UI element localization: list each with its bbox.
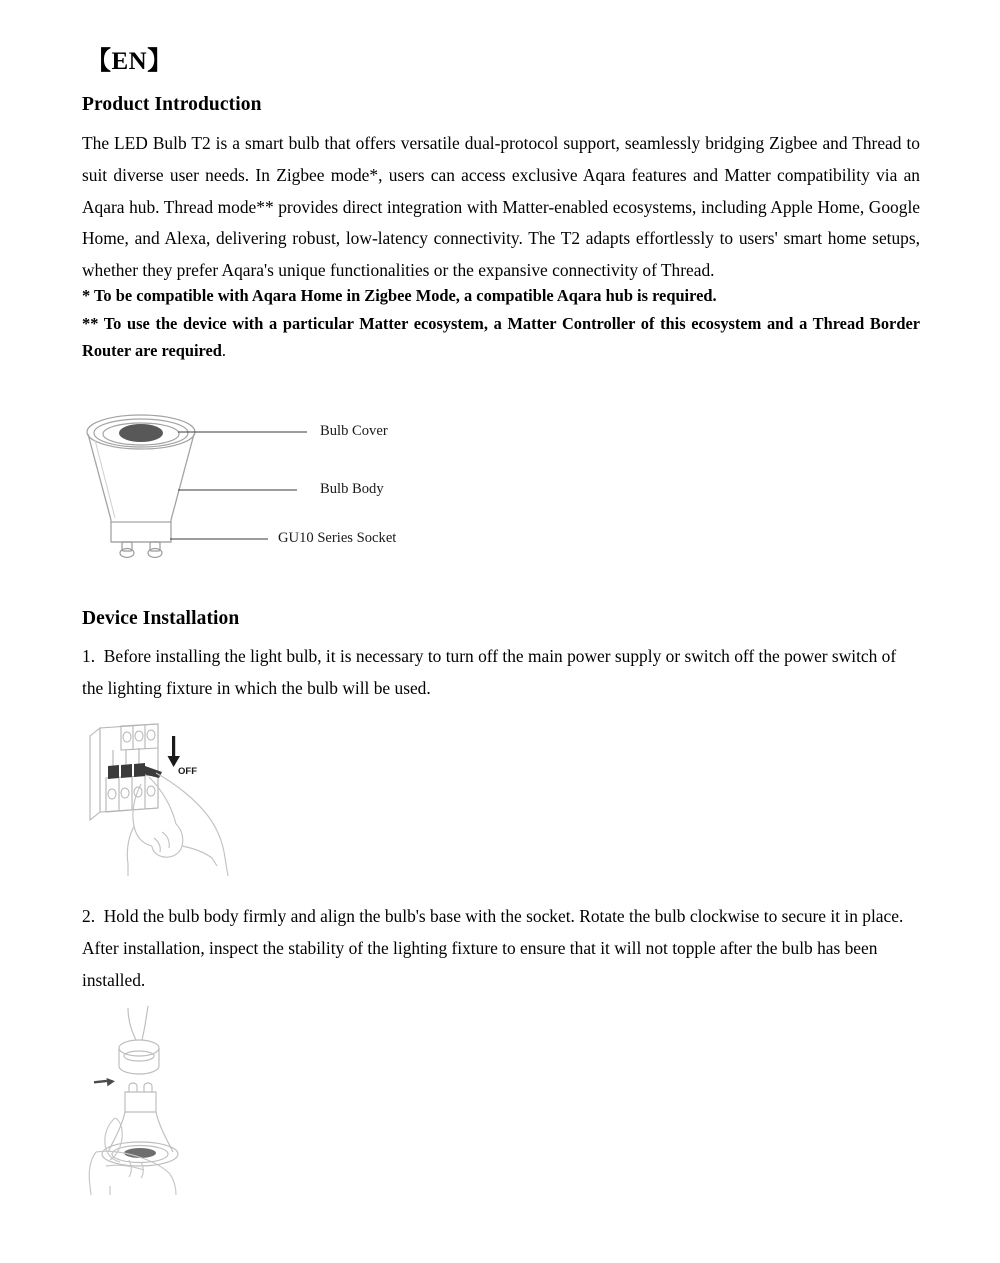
step-2-text: Hold the bulb body firmly and align the bulb's base with the socket. Rotate the bulb clockwise to secure it in place. After installation, inspect the stability of the lighting fixture to ensure that it will not topple after the bulb has been installed. — [82, 906, 904, 990]
install-bulb-base — [125, 1092, 156, 1112]
bulb-installation-figure — [84, 1000, 224, 1195]
index-finger — [156, 773, 225, 858]
step-1-number: 1. — [82, 646, 96, 666]
bulb-cover-center — [119, 424, 163, 442]
step-1-text: Before installing the light bulb, it is necessary to turn off the main power supply or switch off the power switch of the lighting fixture in which the bulb will be used. — [82, 646, 897, 698]
hand-wrist — [225, 858, 228, 876]
language-tag: 【EN】 — [86, 48, 173, 75]
hold-finger-crease-2 — [141, 1162, 143, 1178]
install-pin-right — [144, 1083, 152, 1092]
section-title-product-introduction: Product Introduction — [82, 94, 262, 115]
section-title-device-installation: Device Installation — [82, 608, 240, 629]
socket-wire-right — [142, 1006, 148, 1040]
finger-crease-1 — [162, 832, 169, 848]
install-bulb-cover-center — [124, 1148, 156, 1158]
breaker-side-face — [90, 728, 100, 820]
callout-label-bulb-cover: Bulb Cover — [320, 423, 388, 439]
hand-palm-outline — [127, 826, 134, 876]
hand-illustration — [127, 773, 228, 876]
footnote-double-star-text: ** To use the device with a particular Matter ecosystem, a Matter Controller of this ecosystem and a Thread Border Router are required — [82, 313, 920, 361]
thumb — [133, 784, 152, 846]
callout-label-bulb-body: Bulb Body — [320, 481, 384, 497]
hold-palm-right — [170, 1174, 176, 1195]
callout-label-gu10-socket: GU10 Series Socket — [278, 530, 397, 546]
breaker-terminal-block-top — [121, 724, 158, 750]
footnote-double-star-period: . — [221, 341, 227, 361]
footnote-double-star — [82, 310, 920, 365]
off-label: OFF — [178, 766, 197, 777]
off-direction-arrow — [168, 736, 181, 767]
finger-crease-2 — [154, 838, 160, 852]
bulb-body-outline — [88, 434, 194, 542]
installation-step-2 — [82, 901, 920, 996]
socket-wire-left — [128, 1008, 136, 1040]
step-2-number: 2. — [82, 906, 96, 926]
footnote-single-star: * To be compatible with Aqara Home in Zigbee Mode, a compatible Aqara hub is required. — [82, 286, 717, 305]
bulb-installation-illustration — [84, 1000, 224, 1195]
hold-palm-left — [89, 1152, 96, 1195]
alignment-arrow — [94, 1077, 116, 1086]
install-pin-left — [129, 1083, 137, 1092]
circuit-breaker-figure — [86, 716, 256, 876]
bulb-callout-illustration — [78, 400, 498, 575]
introduction-footnotes — [82, 282, 920, 365]
hand-side-outline — [182, 846, 217, 866]
bulb-callout-figure — [78, 400, 498, 575]
bulb-body-inner-shade — [95, 440, 115, 518]
product-introduction-paragraph: The LED Bulb T2 is a smart bulb that offers versatile dual-protocol support, seamlessly bridging Zigbee and Thread to suit diverse user needs. In Zigbee mode*, users can access exclusive Aqara features and Matter compatibility via an Aqara hub. Thread mode** provides direct integration with Matter-enabled ecosystems, including Apple Home, Google Home, and Alexa, delivering robust, low-latency connectivity. The T2 adapts effortlessly to users' smart home setups, whether they prefer Aqara's unique functionalities or the expansive connectivity of Thread. — [82, 133, 920, 281]
install-bulb-body-right — [156, 1112, 173, 1152]
gu10-pin-left — [120, 542, 134, 558]
circuit-breaker-illustration — [86, 716, 256, 876]
gu10-pin-right — [148, 542, 162, 558]
installation-step-1 — [82, 641, 920, 705]
breaker-toggle-switches — [108, 763, 162, 779]
index-finger-lower — [149, 777, 176, 824]
